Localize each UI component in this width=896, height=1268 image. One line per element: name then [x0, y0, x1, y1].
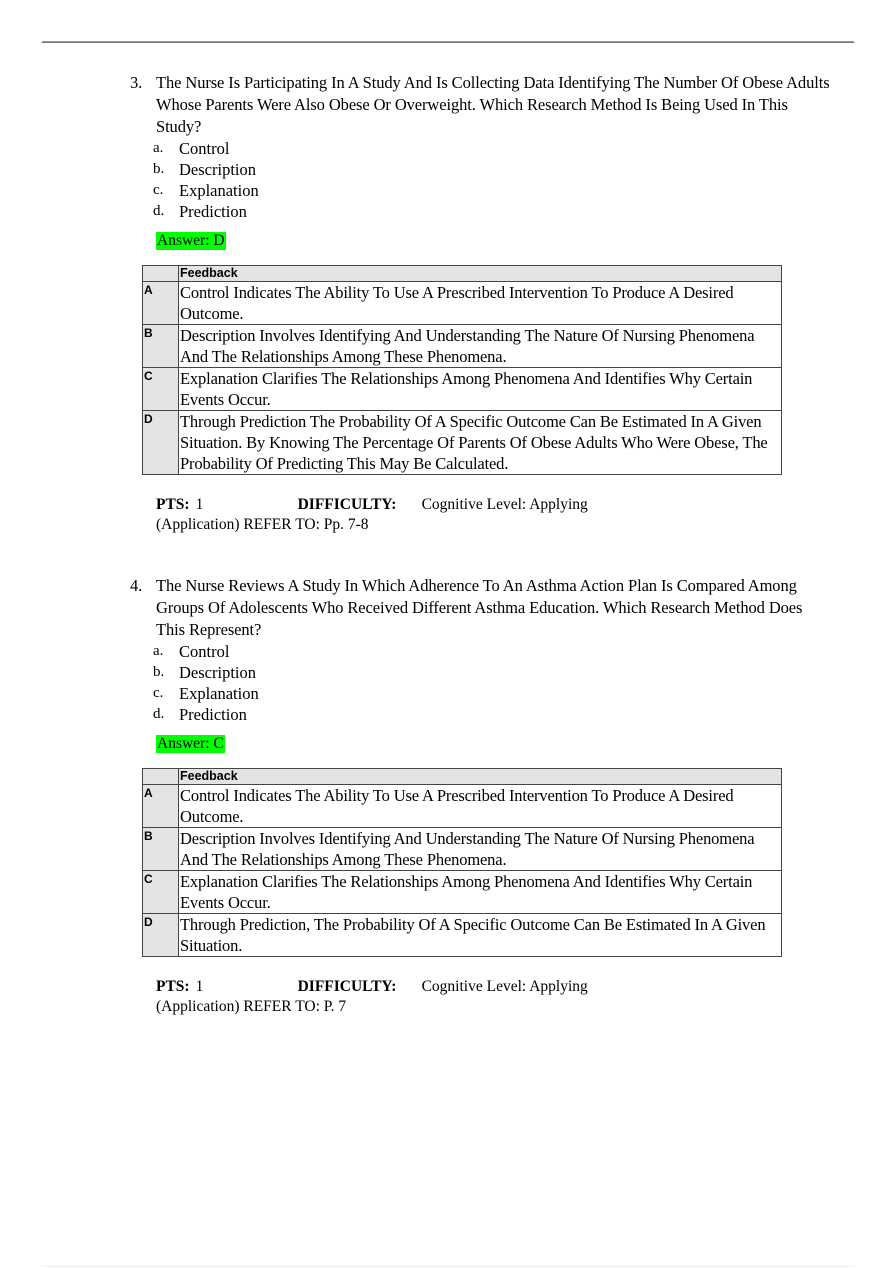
feedback-letter: D — [143, 914, 179, 957]
feedback-header: Feedback — [179, 769, 782, 785]
choice-label: Explanation — [179, 181, 259, 200]
feedback-header-row — [143, 769, 782, 785]
question-meta — [156, 977, 830, 1017]
choice-letter: a. — [153, 140, 164, 156]
table-row — [143, 325, 782, 368]
table-row — [143, 368, 782, 411]
feedback-table — [142, 265, 782, 475]
table-row — [143, 828, 782, 871]
feedback-text: Description Involves Identifying And Understanding The Nature Of Nursing Phenomena And The Relationships Among These Phenomena. — [179, 325, 782, 368]
choice-label: Description — [179, 160, 256, 179]
answer-highlight: Answer: C — [157, 735, 224, 752]
feedback-text: Control Indicates The Ability To Use A Prescribed Intervention To Produce A Desired Outcome. — [179, 785, 782, 828]
feedback-text: Through Prediction The Probability Of A Specific Outcome Can Be Estimated In A Given Situation. By Knowing The Percentage Of Parents Of Obese Adults Who Were Obese, The Probability Of Predicting This May Be Calculated. — [179, 411, 782, 475]
choice-letter: b. — [153, 161, 165, 177]
question-stem — [130, 72, 830, 138]
choice-a — [153, 138, 830, 159]
choice-letter: d. — [153, 203, 165, 219]
feedback-text: Description Involves Identifying And Understanding The Nature Of Nursing Phenomena And The Relationships Among These Phenomena. — [179, 828, 782, 871]
choice-letter: a. — [153, 643, 164, 659]
feedback-text: Through Prediction, The Probability Of A Specific Outcome Can Be Estimated In A Given Situation. — [179, 914, 782, 957]
feedback-corner-cell — [143, 769, 179, 785]
difficulty-value: Cognitive Level: Applying — [421, 496, 588, 513]
question-3 — [130, 72, 830, 535]
feedback-header-row — [143, 266, 782, 282]
question-number: 4. — [130, 576, 143, 595]
choice-d — [153, 201, 830, 222]
choice-b — [153, 662, 830, 683]
choice-letter: c. — [153, 182, 164, 198]
feedback-letter: C — [143, 871, 179, 914]
pts-value: 1 — [195, 496, 204, 513]
table-row — [143, 785, 782, 828]
choice-list — [153, 138, 830, 222]
feedback-letter: C — [143, 368, 179, 411]
choice-label: Prediction — [179, 705, 247, 724]
difficulty-value: Cognitive Level: Applying — [421, 978, 588, 995]
feedback-text: Control Indicates The Ability To Use A Prescribed Intervention To Produce A Desired Outcome. — [179, 282, 782, 325]
question-4 — [130, 575, 830, 1017]
table-row — [143, 871, 782, 914]
feedback-corner-cell — [143, 266, 179, 282]
choice-letter: d. — [153, 706, 165, 722]
pts-value: 1 — [195, 978, 204, 995]
meta-line-2: (Application) REFER TO: P. 7 — [156, 998, 347, 1015]
feedback-text: Explanation Clarifies The Relationships Among Phenomena And Identifies Why Certain Events Occur. — [179, 871, 782, 914]
choice-b — [153, 159, 830, 180]
page-top-rule — [42, 41, 854, 43]
choice-label: Control — [179, 642, 230, 661]
page-bottom-rule — [42, 1266, 854, 1267]
choice-a — [153, 641, 830, 662]
question-text: The Nurse Reviews A Study In Which Adherence To An Asthma Action Plan Is Compared Among Groups Of Adolescents Who Received Different Asthma Education. Which Research Method Does This Represent? — [156, 576, 803, 639]
difficulty-label: DIFFICULTY: — [297, 978, 397, 995]
choice-label: Explanation — [179, 684, 259, 703]
feedback-letter: B — [143, 325, 179, 368]
choice-c — [153, 180, 830, 201]
table-row — [143, 282, 782, 325]
choice-label: Prediction — [179, 202, 247, 221]
meta-line-2: (Application) REFER TO: Pp. 7-8 — [156, 516, 369, 533]
choice-d — [153, 704, 830, 725]
choice-letter: b. — [153, 664, 165, 680]
question-number: 3. — [130, 73, 143, 92]
table-row — [143, 411, 782, 475]
meta-line-1 — [156, 495, 830, 515]
meta-line-1 — [156, 977, 830, 997]
feedback-header: Feedback — [179, 266, 782, 282]
feedback-text: Explanation Clarifies The Relationships Among Phenomena And Identifies Why Certain Events Occur. — [179, 368, 782, 411]
feedback-letter: D — [143, 411, 179, 475]
feedback-letter: A — [143, 282, 179, 325]
choice-label: Control — [179, 139, 230, 158]
question-meta — [156, 495, 830, 535]
pts-label: PTS: — [156, 978, 190, 995]
question-text: The Nurse Is Participating In A Study And Is Collecting Data Identifying The Number Of Obese Adults Whose Parents Were Also Obese Or Overweight. Which Research Method Is Being Used In This Study? — [156, 73, 830, 136]
table-row — [143, 914, 782, 957]
question-stem — [130, 575, 830, 641]
feedback-letter: B — [143, 828, 179, 871]
feedback-table — [142, 768, 782, 957]
choice-list — [153, 641, 830, 725]
difficulty-label: DIFFICULTY: — [297, 496, 397, 513]
answer-highlight: Answer: D — [157, 232, 225, 249]
choice-label: Description — [179, 663, 256, 682]
pts-label: PTS: — [156, 496, 190, 513]
choice-c — [153, 683, 830, 704]
choice-letter: c. — [153, 685, 164, 701]
feedback-letter: A — [143, 785, 179, 828]
